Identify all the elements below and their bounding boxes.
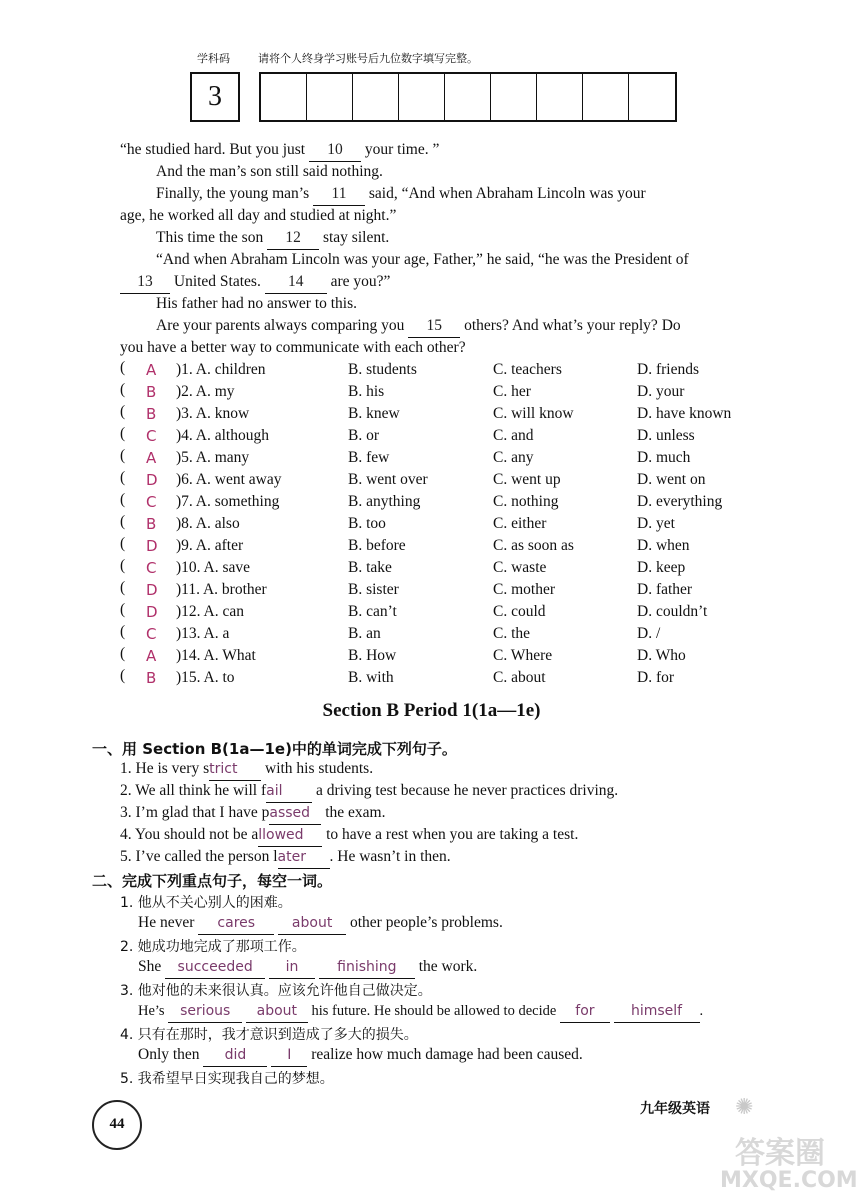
answer-choice[interactable]: A <box>146 647 157 665</box>
answer-blank[interactable]: about <box>278 912 346 935</box>
part1-sentence: 3. I’m glad that I have passed the exam. <box>120 802 386 825</box>
question-option-c: C. could <box>493 603 546 620</box>
answer-choice[interactable]: C <box>146 625 157 643</box>
blank-10: 10 <box>309 139 361 162</box>
answer-blank[interactable]: did <box>203 1044 267 1067</box>
part2-chinese: 4. 只有在那时，我才意识到造成了多大的损失。 <box>120 1027 418 1043</box>
question-option-d: D. couldn’t <box>637 603 708 620</box>
question-option-b: B. his <box>348 383 385 400</box>
answer-choice[interactable]: C <box>146 427 157 445</box>
question-option-c: C. nothing <box>493 493 559 510</box>
part2-sentence: He never cares about other people’s problems. <box>138 912 503 935</box>
question-row <box>0 601 863 623</box>
digit-cell[interactable] <box>307 74 353 120</box>
part1-sentence: 2. We all think he will fail a driving test because he never practices driving. <box>120 780 618 803</box>
answer-blank[interactable]: ail <box>266 780 312 803</box>
question-option-b: B. can’t <box>348 603 397 620</box>
question-option-a: )8. A. also <box>176 515 240 532</box>
watermark-url: MXQE.COM <box>720 1168 858 1193</box>
answer-paren: ( <box>120 469 126 486</box>
question-row <box>0 491 863 513</box>
answer-paren: ( <box>120 667 126 684</box>
question-option-d: D. Who <box>637 647 686 664</box>
question-option-a: )12. A. can <box>176 603 245 620</box>
answer-choice[interactable]: A <box>146 449 157 467</box>
answer-choice[interactable]: B <box>146 515 157 533</box>
question-row <box>0 557 863 579</box>
passage-line: His father had no answer to this. <box>156 295 358 312</box>
question-option-a: )1. A. children <box>176 361 266 378</box>
answer-blank[interactable]: himself <box>614 1000 700 1023</box>
passage-line: Finally, the young man’s 11 said, “And when Abraham Lincoln was your <box>156 183 646 206</box>
question-option-b: B. students <box>348 361 417 378</box>
question-row <box>0 359 863 381</box>
question-option-b: B. anything <box>348 493 421 510</box>
question-option-d: D. have known <box>637 405 732 422</box>
answer-choice[interactable]: C <box>146 493 157 511</box>
passage-line: 13 United States. 14 are you?” <box>120 271 390 294</box>
question-option-a: )4. A. although <box>176 427 269 444</box>
page-number-badge: 44 <box>92 1100 142 1150</box>
question-option-d: D. everything <box>637 493 723 510</box>
question-option-c: C. her <box>493 383 531 400</box>
answer-paren: ( <box>120 645 126 662</box>
question-option-b: B. How <box>348 647 397 664</box>
answer-paren: ( <box>120 513 126 530</box>
account-instruction: 请将个人终身学习账号后九位数字填写完整。 <box>258 52 478 65</box>
answer-choice[interactable]: C <box>146 559 157 577</box>
question-option-c: C. and <box>493 427 534 444</box>
blank-12: 12 <box>267 227 319 250</box>
part1-sentence: 4. You should not be allowed to have a rest when you are taking a test. <box>120 824 578 847</box>
question-row <box>0 403 863 425</box>
answer-paren: ( <box>120 381 126 398</box>
question-option-c: C. either <box>493 515 547 532</box>
answer-choice[interactable]: D <box>146 603 158 621</box>
answer-blank[interactable]: in <box>269 956 315 979</box>
account-number-boxes[interactable] <box>259 72 677 122</box>
blank-14: 14 <box>265 271 327 294</box>
answer-blank[interactable]: llowed <box>258 824 322 847</box>
part2-chinese: 3. 他对他的未来很认真。应该允许他自己做决定。 <box>120 983 432 999</box>
answer-paren: ( <box>120 447 126 464</box>
part1-sentence: 5. I’ve called the person later . He wasn’t in then. <box>120 846 451 869</box>
watermark-logo: 答案圈 <box>735 1136 825 1171</box>
question-option-d: D. / <box>637 625 661 642</box>
answer-paren: ( <box>120 359 126 376</box>
answer-paren: ( <box>120 491 126 508</box>
question-option-c: C. mother <box>493 581 555 598</box>
digit-cell[interactable] <box>445 74 491 120</box>
part2-sentence: She succeeded in finishing the work. <box>138 956 477 979</box>
question-option-c: C. went up <box>493 471 561 488</box>
answer-choice[interactable]: B <box>146 383 157 401</box>
question-option-b: B. sister <box>348 581 399 598</box>
digit-cell[interactable] <box>353 74 399 120</box>
question-option-d: D. father <box>637 581 693 598</box>
answer-blank[interactable]: succeeded <box>165 956 265 979</box>
part1-sentence: 1. He is very strict with his students. <box>120 758 373 781</box>
question-option-a: )2. A. my <box>176 383 235 400</box>
question-option-d: D. went on <box>637 471 706 488</box>
question-option-b: B. take <box>348 559 392 576</box>
blank-13: 13 <box>120 271 170 294</box>
answer-paren: ( <box>120 425 126 442</box>
question-row <box>0 623 863 645</box>
question-option-d: D. when <box>637 537 690 554</box>
answer-paren: ( <box>120 601 126 618</box>
answer-blank[interactable]: assed <box>269 802 321 825</box>
question-option-d: D. yet <box>637 515 675 532</box>
question-option-b: B. or <box>348 427 379 444</box>
question-option-a: )3. A. know <box>176 405 250 422</box>
answer-blank[interactable]: ater <box>278 846 330 869</box>
grade-label: 九年级英语 <box>640 1101 710 1117</box>
question-option-d: D. for <box>637 669 675 686</box>
question-option-d: D. your <box>637 383 685 400</box>
question-option-b: B. few <box>348 449 390 466</box>
question-option-b: B. before <box>348 537 406 554</box>
question-option-d: D. much <box>637 449 691 466</box>
question-row <box>0 667 863 689</box>
part2-heading: 二、完成下列重点句子，每空一词。 <box>92 872 333 890</box>
subject-code-value: 3 <box>208 81 222 112</box>
subject-code-label: 学科码 <box>197 52 230 65</box>
question-option-b: B. too <box>348 515 386 532</box>
question-option-c: C. waste <box>493 559 547 576</box>
passage-line: age, he worked all day and studied at night.” <box>120 207 397 224</box>
answer-paren: ( <box>120 403 126 420</box>
answer-paren: ( <box>120 579 126 596</box>
question-row <box>0 513 863 535</box>
question-row <box>0 645 863 667</box>
digit-cell[interactable] <box>537 74 583 120</box>
blank-11: 11 <box>313 183 365 206</box>
answer-blank[interactable]: about <box>246 1000 308 1023</box>
blank-15: 15 <box>408 315 460 338</box>
question-option-a: )14. A. What <box>176 647 256 664</box>
question-option-a: )6. A. went away <box>176 471 282 488</box>
question-option-a: )7. A. something <box>176 493 280 510</box>
part2-chinese: 2. 她成功地完成了那项工作。 <box>120 939 306 955</box>
question-option-c: C. any <box>493 449 534 466</box>
decorative-star-icon: ✺ <box>735 1094 754 1119</box>
question-option-c: C. Where <box>493 647 553 664</box>
question-option-a: )9. A. after <box>176 537 244 554</box>
question-option-a: )10. A. save <box>176 559 251 576</box>
question-option-b: B. with <box>348 669 394 686</box>
question-option-a: )5. A. many <box>176 449 250 466</box>
question-option-a: )15. A. to <box>176 669 235 686</box>
digit-cell[interactable] <box>399 74 445 120</box>
question-row <box>0 579 863 601</box>
question-row <box>0 381 863 403</box>
answer-choice[interactable]: D <box>146 581 158 599</box>
digit-cell[interactable] <box>629 74 675 120</box>
question-row <box>0 469 863 491</box>
question-row <box>0 447 863 469</box>
part2-sentence: He’s serious about his future. He should be allowed to decide for himself . <box>138 1000 703 1023</box>
digit-cell[interactable] <box>261 74 307 120</box>
question-option-c: C. as soon as <box>493 537 574 554</box>
question-option-a: )11. A. brother <box>176 581 267 598</box>
part2-chinese: 1. 他从不关心别人的困难。 <box>120 895 292 911</box>
question-option-b: B. knew <box>348 405 400 422</box>
passage-line: “he studied hard. But you just 10 your time. ” <box>120 139 439 162</box>
passage-line: And the man’s son still said nothing. <box>156 163 383 180</box>
answer-paren: ( <box>120 535 126 552</box>
question-option-b: B. an <box>348 625 381 642</box>
question-option-c: C. about <box>493 669 546 686</box>
question-option-b: B. went over <box>348 471 428 488</box>
question-option-c: C. the <box>493 625 531 642</box>
answer-blank[interactable]: trict <box>209 758 261 781</box>
question-option-a: )13. A. a <box>176 625 230 642</box>
answer-paren: ( <box>120 557 126 574</box>
question-row <box>0 535 863 557</box>
answer-choice[interactable]: B <box>146 669 157 687</box>
answer-blank[interactable]: finishing <box>319 956 415 979</box>
passage-line: you have a better way to communicate with each other? <box>120 339 466 356</box>
question-option-d: D. friends <box>637 361 699 378</box>
answer-blank[interactable]: I <box>271 1044 307 1067</box>
answer-choice[interactable]: D <box>146 537 158 555</box>
passage-line: Are your parents always comparing you 15 others? And what’s your reply? Do <box>156 315 681 338</box>
digit-cell[interactable] <box>583 74 629 120</box>
subject-code-box <box>190 72 240 122</box>
answer-choice[interactable]: A <box>146 361 157 379</box>
question-option-d: D. unless <box>637 427 695 444</box>
question-option-c: C. teachers <box>493 361 562 378</box>
answer-blank[interactable]: serious <box>168 1000 242 1023</box>
question-option-d: D. keep <box>637 559 686 576</box>
answer-paren: ( <box>120 623 126 640</box>
digit-cell[interactable] <box>491 74 537 120</box>
section-heading: Section B Period 1(1a—1e) <box>322 700 541 721</box>
question-option-c: C. will know <box>493 405 574 422</box>
passage-line: “And when Abraham Lincoln was your age, Father,” he said, “he was the President of <box>156 251 689 268</box>
answer-blank[interactable]: for <box>560 1000 610 1023</box>
answer-choice[interactable]: D <box>146 471 158 489</box>
answer-blank[interactable]: cares <box>198 912 274 935</box>
answer-choice[interactable]: B <box>146 405 157 423</box>
passage-line: This time the son 12 stay silent. <box>156 227 389 250</box>
part2-chinese: 5. 我希望早日实现我自己的梦想。 <box>120 1071 334 1087</box>
question-row <box>0 425 863 447</box>
part2-sentence: Only then did I realize how much damage had been caused. <box>138 1044 583 1067</box>
part1-heading: 一、用 Section B(1a—1e)中的单词完成下列句子。 <box>92 740 457 758</box>
